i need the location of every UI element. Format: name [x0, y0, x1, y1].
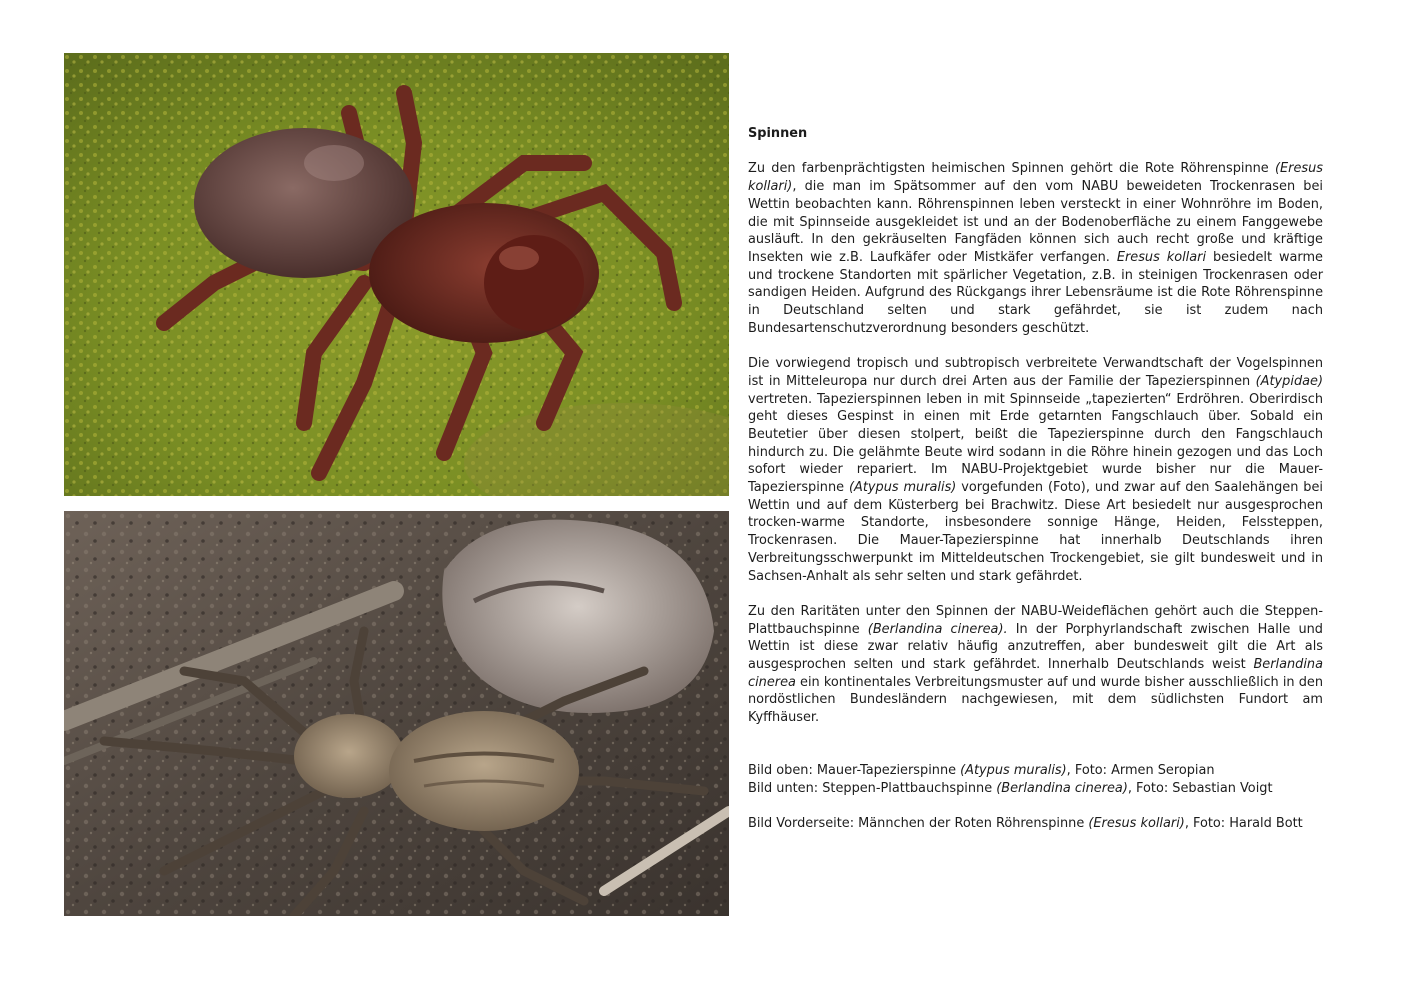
italic-species: (Atypidae)	[1255, 373, 1323, 389]
text-span: In der Porphyrlandschaft zwischen Halle und Wettin ist diese zwar relativ häufig anzutreffen, aber bundesweit gilt die Art als ausgesprochen selten und stark gefährdet. Innerhalb Deutschlands weist	[748, 621, 1323, 673]
text-span: , die man im Spätsommer auf den vom NABU beweideten Trockenrasen bei Wettin beobachten kann. Röhrenspinnen leben versteckt in einer Wohnröhre im Boden, die mit Spinnseide ausgekleidet ist und an der Bodenoberfläche zu einem Fanggewebe ausläuft. In den gekräuselten Fangfäden können sich auch recht große und kräftige Insekten wie z.B. Laufkäfer oder Mistkäfer verfangen.	[748, 179, 1323, 265]
article-heading: Spinnen	[748, 126, 808, 141]
italic-species: (Eresus kollari)	[748, 161, 1323, 195]
text-span: besiedelt warme und trockene Standorten mit spärlicher Vegetation, z.B. in steinigen Trockenrasen oder sandigen Heiden. Aufgrund des Rückgangs ihrer Lebensräume ist die Rote Röhrenspinne in Deutschland selten und stark gefährdet, sie ist zudem nach Bundesartenschutzverordnung besonders geschützt.	[748, 249, 1323, 336]
photo-mauer-tapezierspinne	[64, 53, 729, 496]
italic-species: Berlandina cinerea	[748, 657, 1323, 690]
text-span: Bild unten: Steppen-Plattbauchspinne	[748, 780, 997, 796]
italic-species: (Atypus muralis)	[960, 762, 1067, 778]
article-text	[748, 125, 1323, 833]
italic-species: (Atypus muralis)	[848, 480, 957, 496]
text-span: Zu den farbenprächtigsten heimischen Spinnen gehört die Rote Röhrenspinne	[748, 161, 1275, 177]
italic-species: (Eresus kollari)	[1088, 815, 1185, 831]
text-span: vorgefunden (Foto), und zwar auf den Saalehängen bei Wettin und auf dem Küsterberg bei Brachwitz. Diese Art besiedelt nur ausgesprochen trocken-warme Standorte, insbesondere sonnige Hänge, Heiden, Felssteppen, Trockenrasen. Die Mauer-Tapezierspinne hat innerhalb Deutschlands ihren Verbreitungsschwerpunkt im Mitteldeutschen Trockengebiet, sie gilt bundesweit und in Sachsen-Anhalt als sehr selten und stark gefährdet.	[748, 480, 1323, 584]
credit-bottom	[748, 780, 1323, 798]
italic-species: (Berlandina cinerea).	[867, 621, 1008, 637]
italic-species: Eresus kollari	[1116, 249, 1207, 265]
text-span: Die vorwiegend tropisch und subtropisch verbreitete Verwandtschaft der Vogelspinnen ist in Mitteleuropa nur durch drei Arten aus der Familie der Tapezierspinnen	[748, 356, 1323, 389]
text-span: vertreten. Tapezierspinnen leben in mit Spinnseide „tapezierten“ Erdröhren. Oberirdisch geht dieses Gespinst in einen mit Erde getarnten Fangschlauch über. Sobald ein Beutetier über diesen stolpert, beißt die Tapezierspinne durch den Fangschlauch hindurch zu. Die gelähmte Beute wird sodann in die Röhre hinein gezogen und das Loch sofort wieder repariert. Im NABU-Projektgebiet wurde bisher nur die Mauer-Tapezierspinne	[748, 391, 1323, 496]
paragraph-eresus	[748, 160, 1323, 337]
paragraph-atypidae	[748, 355, 1323, 585]
photo-steppen-plattbauchspinne	[64, 511, 729, 916]
text-span: Zu den Raritäten unter den Spinnen der NABU-Weideflächen gehört auch die Steppen-Plattbauchspinne	[748, 603, 1323, 637]
text-span: ein kontinentales Verbreitungsmuster auf und wurde bisher ausschließlich in den nordöstlichen Bundesländern nachgewiesen, mit dem südlichsten Fundort am Kyffhäuser.	[748, 674, 1323, 726]
text-span: Bild Vorderseite: Männchen der Roten Röhrenspinne	[748, 815, 1089, 831]
italic-species: (Berlandina cinerea)	[996, 780, 1128, 796]
paragraph-berlandina	[748, 603, 1323, 727]
photo-credits	[748, 762, 1323, 833]
text-span: , Foto: Sebastian Voigt	[1127, 780, 1273, 796]
text-span: Bild oben: Mauer-Tapezierspinne	[748, 762, 961, 778]
credit-cover	[748, 815, 1323, 833]
text-span: , Foto: Harald Bott	[1184, 815, 1303, 831]
text-span: , Foto: Armen Seropian	[1066, 762, 1215, 778]
credit-top	[748, 762, 1323, 780]
